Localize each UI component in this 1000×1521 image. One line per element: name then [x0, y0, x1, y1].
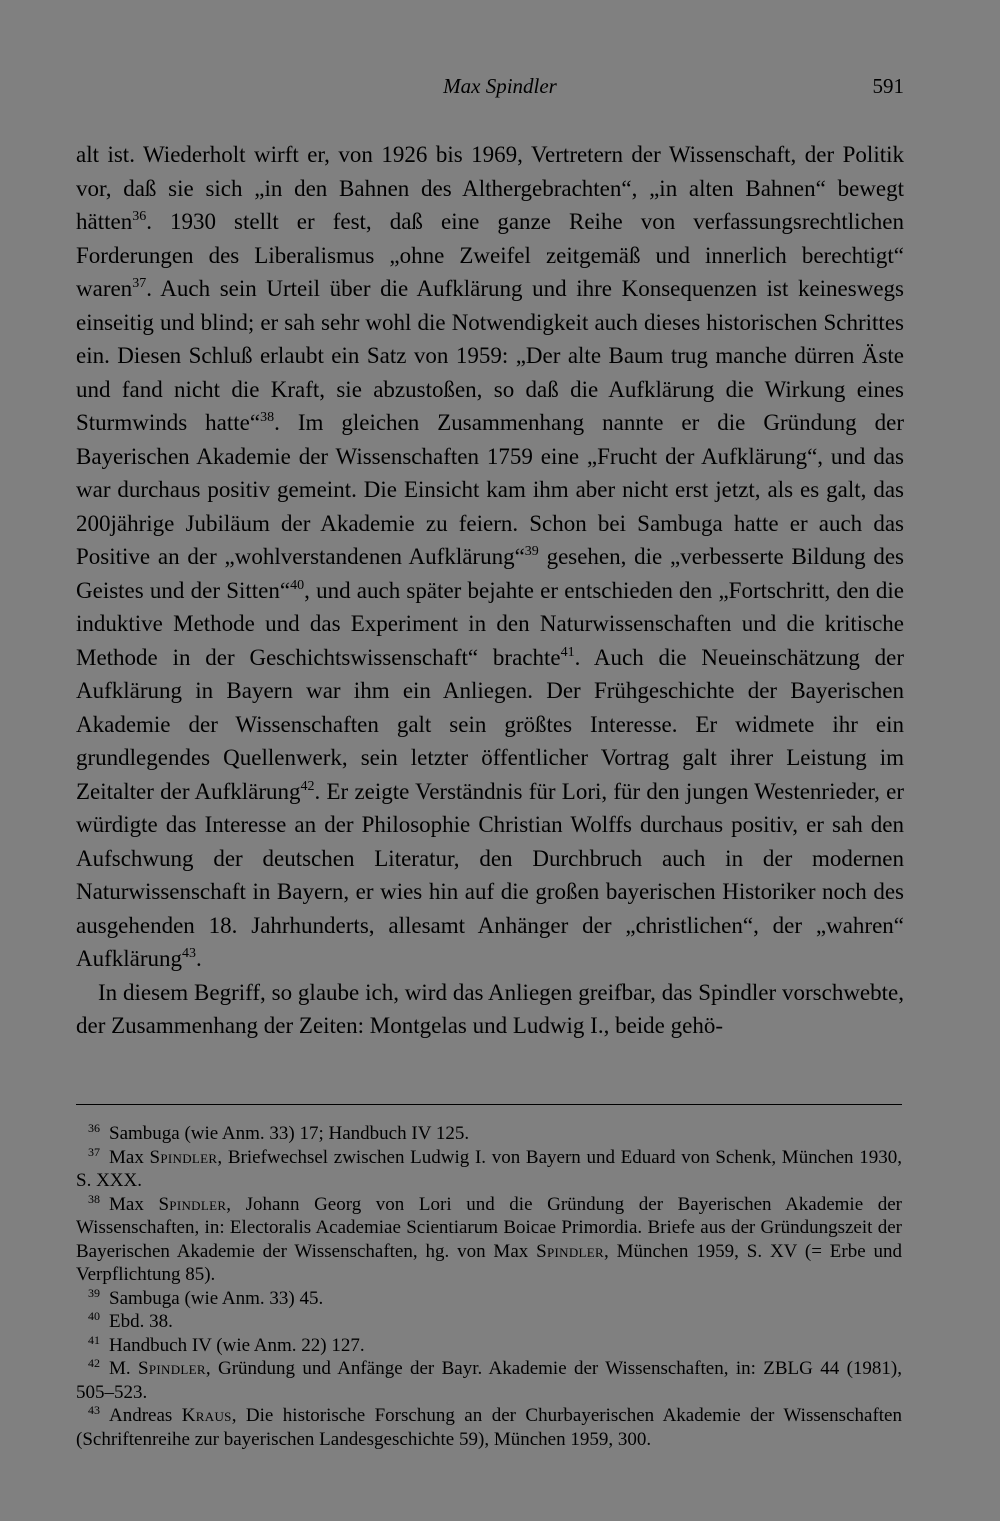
footnote-ref: 43: [182, 946, 197, 961]
footnote: [76, 1122, 902, 1146]
footnote-ref: 41: [560, 644, 575, 660]
footnote-text: Ebd. 38.: [109, 1311, 173, 1332]
text-run: . Auch sein Urteil über die Aufklärung und ihre Konsequenzen ist keineswegs einseitig und blind; er sah sehr wohl die Notwendigkeit auch dieses historischen Schrittes ein. Diesen Schluß erlaubt ein Satz von 1959: „Der alte Baum trug manche dürren Äste und fand nicht die Kraft, sie abzustoßen, so daß die Aufklärung die Wirkung eines Sturmwinds hatte“: [76, 276, 904, 435]
author-name: Spindler: [536, 1240, 604, 1262]
footnote-ref: 40: [290, 577, 305, 593]
text-run: . 1930 stellt er fest, daß eine ganze Reihe von verfassungsrechtlichen Forderungen des Liberalismus „ohne Zweifel zeitgemäß und innerlich berechtigt“ waren: [76, 209, 904, 301]
text-run: . Im gleichen Zusammenhang nannte er die Gründung der Bayerischen Akademie der Wissenschaften 1759 eine „Frucht der Aufklärung“, und das war durchaus positiv gemeint. Die Einsicht kam ihm aber nicht erst jetzt, als es galt, das 200jährige Jubiläum der Akademie zu feiern. Schon bei Sambuga hatte er auch das Positive an der „wohlverstandenen Aufklärung“: [76, 410, 904, 569]
author-name: Kraus: [181, 1405, 232, 1426]
footnote-text: Sambuga (wie Anm. 33) 17; Handbuch IV 125.: [109, 1123, 470, 1144]
footnote-text: Andreas: [109, 1405, 182, 1426]
footnote: [76, 1287, 902, 1311]
text-run: gesehen, die „verbesserte Bildung des Geistes und der Sitten“: [76, 544, 904, 603]
footnote-number: 43: [88, 1403, 100, 1417]
footnote-number: 38: [88, 1191, 100, 1206]
footnote-number: 39: [88, 1285, 100, 1300]
text-run: .: [196, 946, 202, 971]
footnote-ref: 42: [300, 778, 315, 794]
footnote-text: , Die historische Forschung an der Churbayerischen Akademie der Wissenschaften (Schriftenreihe zur bayerischen Landesgeschichte 59), München 1959, 300.: [76, 1405, 902, 1450]
running-title: Max Spindler: [443, 74, 557, 98]
footnote-ref: 37: [132, 276, 147, 291]
paragraph: In diesem Begriff, so glaube ich, wird das Anliegen greifbar, das Spindler vorschwebte, der Zusammenhang der Zeiten: Montgelas und Ludwig I., beide gehö-: [76, 979, 904, 1038]
footnote-ref: 39: [524, 544, 539, 559]
footnote-text: , Gründung und Anfänge der Bayr. Akademie der Wissenschaften, in: ZBLG 44 (1981), 505–523.: [76, 1358, 902, 1403]
footnote: [76, 1334, 902, 1358]
footnote-number: 36: [88, 1121, 100, 1135]
footnote: [76, 1404, 902, 1451]
text-run: . Er zeigte Verständnis für Lori, für den jungen Westenrieder, er würdigte das Interesse an der Philosophie Christian Wolffs durchaus positiv, er sah den Aufschwung der deutschen Literatur, den Durchbruch auch in der modernen Naturwissenschaft in Bayern, er wies hin auf die großen bayerischen Historiker noch des ausgehenden 18. Jahrhunderts, allesamt Anhänger der „christlichen“, der „wahren“ Aufklärung: [76, 778, 904, 971]
text-run: alt ist. Wiederholt wirft er, von 1926 bis 1969, Vertretern der Wissenschaft, der Politik vor, daß sie sich „in den Bahnen des Althergebrachten“, „in alten Bahnen“ bewegt hätten: [76, 142, 904, 234]
footnotes: [76, 1122, 902, 1451]
footnote-text: M.: [109, 1358, 139, 1379]
paragraph: [76, 138, 904, 976]
footnote-number: 42: [88, 1356, 100, 1370]
page-header: [0, 72, 1000, 104]
page-number: 591: [872, 74, 904, 98]
footnote: [76, 1146, 902, 1193]
author-name: Spindler: [138, 1358, 206, 1379]
footnote-text: Max: [109, 1146, 150, 1168]
footnote-number: 41: [88, 1332, 100, 1347]
footnote: [76, 1357, 902, 1404]
text-run: , und auch später bejahte er entschieden den „Fortschritt, den die induktive Methode und das Experiment in den Naturwissenschaften und die kritische Methode in der Geschichtswissenschaft“ brachte: [76, 577, 904, 670]
footnote-text: Handbuch IV (wie Anm. 22) 127.: [109, 1334, 365, 1356]
footnote-text: , Johann Georg von Lori und die Gründung der Bayerischen Akademie der Wissenschaften, in: Electoralis Academiae Scientiarum Boicae Primordia. Briefe aus der Gründungszeit der Bayerischen Akademie der Wissenschaften, hg. von Max: [76, 1193, 902, 1262]
footnote-text: Max: [109, 1193, 159, 1215]
footnote-text: Sambuga (wie Anm. 33) 45.: [109, 1287, 324, 1309]
author-name: Spindler: [149, 1146, 218, 1168]
footnote-text: , München 1959, S. XV (= Erbe und Verpflichtung 85).: [76, 1240, 902, 1285]
main-text: [76, 138, 904, 1043]
footnote-number: 40: [88, 1309, 100, 1323]
footnote: [76, 1310, 902, 1334]
author-name: Spindler: [158, 1193, 227, 1215]
footnote-ref: 36: [132, 209, 147, 224]
footnote-text: , Briefwechsel zwischen Ludwig I. von Bayern und Eduard von Schenk, München 1930, S. XXX.: [76, 1146, 902, 1191]
footnote-number: 37: [88, 1144, 100, 1159]
footnote-divider: [76, 1104, 902, 1105]
footnote: [76, 1193, 902, 1287]
text-run: . Auch die Neueinschätzung der Aufklärung in Bayern war ihm ein Anliegen. Der Frühgeschichte der Bayerischen Akademie der Wissenschaften galt sein größtes Interesse. Er widmete ihr ein grundlegendes Quellenwerk, sein letzter öffentlicher Vortrag galt ihrer Leistung im Zeitalter der Aufklärung: [76, 644, 904, 804]
footnote-ref: 38: [260, 410, 275, 425]
